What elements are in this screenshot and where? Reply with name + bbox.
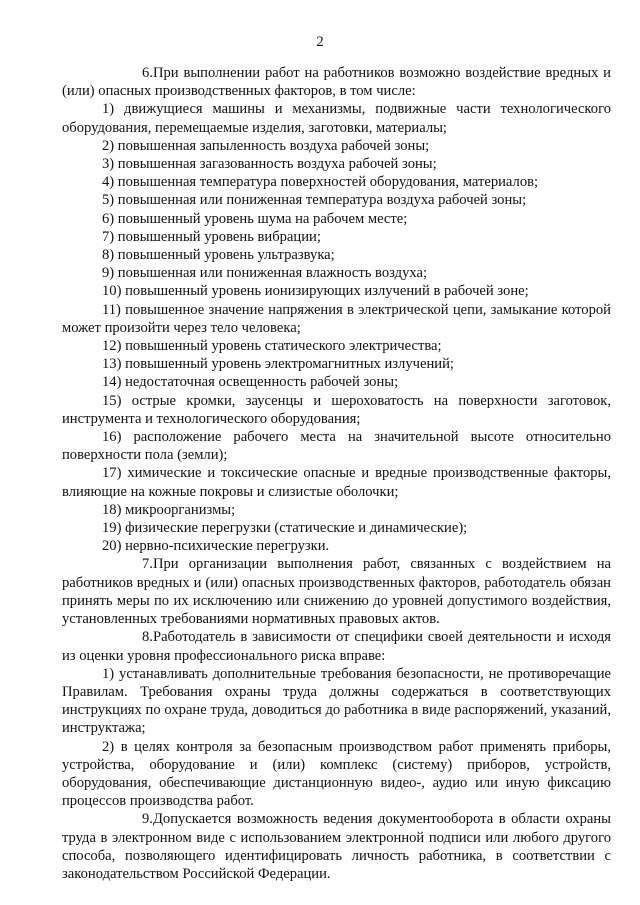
list-item: 12) повышенный уровень статического электричества; [102,338,442,355]
list-item: 9) повышенная или пониженная влажность воздуха; [102,265,428,282]
paragraph-8 [62,628,611,664]
paragraph-number: 6. [142,65,153,81]
list-item: 16) расположение рабочего места на значительной высоте относительно поверхности пола (земли); [62,429,611,464]
paragraph-number: 9. [142,811,153,828]
list-item: 1) устанавливать дополнительные требования безопасности, не противоречащие Правилам. Требования охраны труда должны содержаться в соответствующих инструкциях по охране труда, доводиться до работника в виде распоряжений, указаний, инструктажа; [62,665,611,737]
list-item: 20) нервно-психические перегрузки. [102,538,330,555]
paragraph-text: При выполнении работ на работников возможно воздействие вредных и (или) опасных производственных факторов, в том числе: [62,65,611,100]
paragraph-6 [62,64,611,100]
list-item: 17) химические и токсические опасные и вредные производственные факторы, влияющие на кожные покровы и слизистые оболочки; [62,465,611,500]
list-item: 14) недостаточная освещенность рабочей зоны; [102,374,399,391]
list-item: 11) повышенное значение напряжения в электрической цепи, замыкание которой может произойти через тело человека; [62,301,611,336]
paragraph-text: При организации выполнения работ, связанных с воздействием на работников вредных и (или) опасных производственных факторов, работодатель обязан принять меры по их исключению или снижению до уровней допустимого воздействия, установленных требованиями нормативных правовых актов. [62,556,611,628]
list-item: 15) острые кромки, заусенцы и шероховатость на поверхности заготовок, инструмента и технологического оборудования; [62,392,611,427]
paragraph-9 [62,810,611,883]
list-item: 3) повышенная загазованность воздуха рабочей зоны; [102,156,437,173]
list-item: 1) движущиеся машины и механизмы, подвижные части технологического оборудования, перемещаемые изделия, заготовки, материалы; [62,101,611,136]
paragraph-number: 8. [142,629,153,646]
list-item: 6) повышенный уровень шума на рабочем месте; [102,210,408,227]
list-item: 19) физические перегрузки (статические и динамические); [102,520,468,537]
list-item: 2) в целях контроля за безопасным производством работ применять приборы, устройства, оборудование и (или) комплекс (систему) приборов, устройств, оборудования, обеспечивающие дистанционную видео-, аудио или иную фиксацию процессов производства работ. [62,738,611,810]
list-item: 7) повышенный уровень вибрации; [102,228,321,245]
paragraph-text: Допускается возможность ведения документооборота в области охраны труда в электронном виде с использованием электронной подписи или любого другого способа, позволяющего идентифицировать личность работника, в соответствии с законодательством Российской Федерации. [62,811,611,882]
page-number: 2 [316,34,324,50]
list-item: 8) повышенный уровень ультразвука; [102,247,335,264]
list-item: 18) микроорганизмы; [102,501,236,518]
list-item: 2) повышенная запыленность воздуха рабочей зоны; [102,137,430,154]
list-item: 10) повышенный уровень ионизирующих излучений в рабочей зоне; [102,283,529,300]
paragraph-7 [62,555,611,628]
paragraph-text: Работодатель в зависимости от специфики своей деятельности и исходя из оценки уровня профессионального риска вправе: [62,629,611,664]
list-item: 4) повышенная температура поверхностей оборудования, материалов; [102,174,539,191]
paragraph-number: 7. [142,556,153,573]
list-item: 5) повышенная или пониженная температура воздуха рабочей зоны; [102,192,527,209]
list-item: 13) повышенный уровень электромагнитных излучений; [102,356,454,373]
document-body [62,64,611,883]
